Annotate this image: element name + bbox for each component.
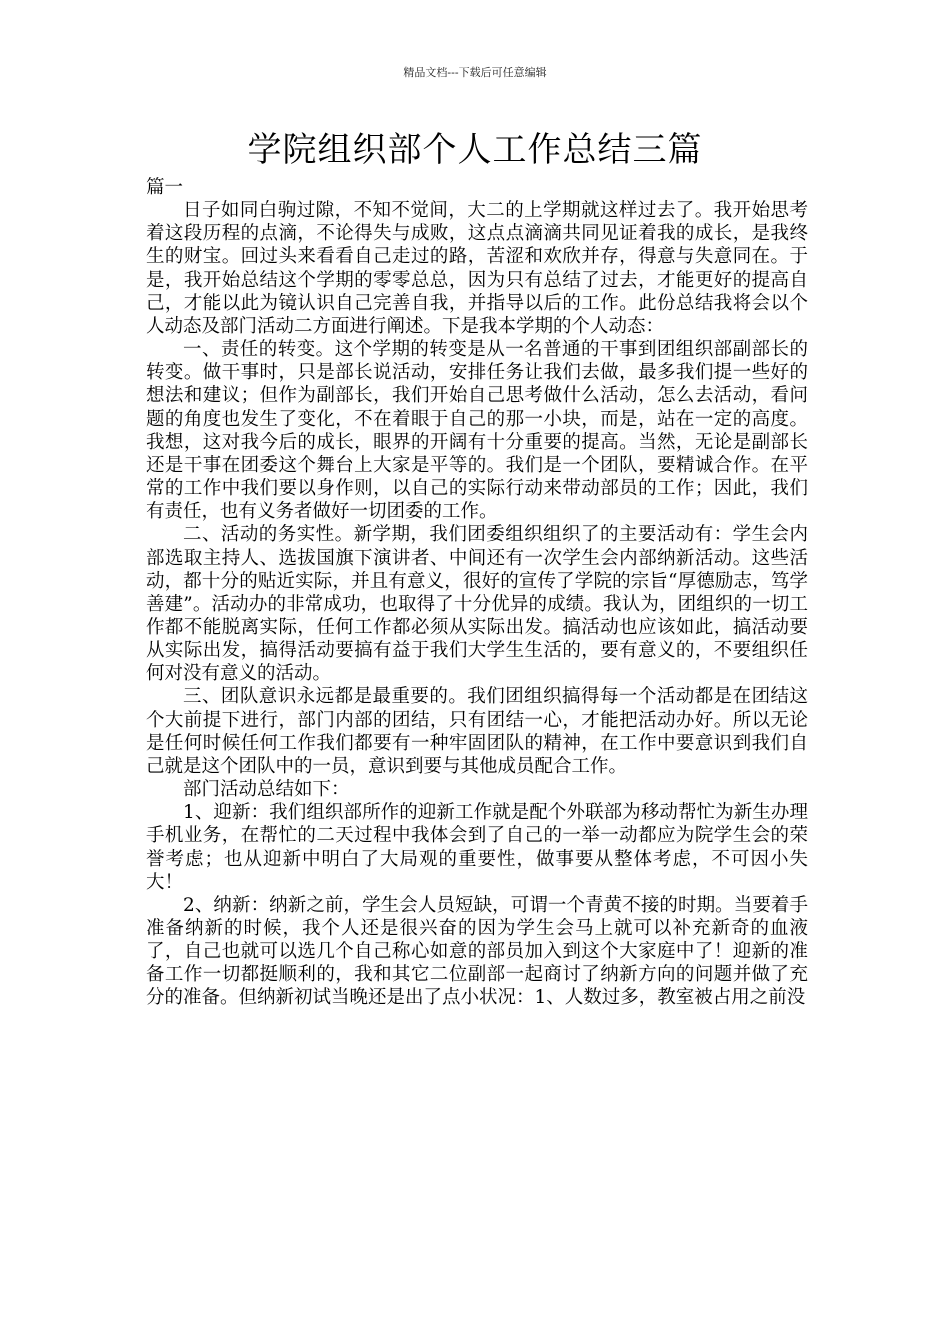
document-body — [146, 176, 808, 1010]
paragraph-intro: 日子如同白驹过隙，不知不觉间，大二的上学期就这样过去了。我开始思考着这段历程的点滴，不论得失与成败，这点点滴滴共同见证着我的成长，是我终生的财宝。回过头来看看自己走过的路，苦涩和欢欣并存，得意与失意同在。于是，我开始总结这个学期的零零总总，因为只有总结了过去，才能更好的提高自己，才能以此为镜认识自己完善自我，并指导以后的工作。此份总结我将会以个人动态及部门活动二方面进行阐述。下是我本学期的个人动态： — [146, 200, 808, 337]
header-note: 精品文档---下载后可任意编辑 — [403, 66, 547, 79]
paragraph-responsibility: 一、责任的转变。这个学期的转变是从一名普通的干事到团组织部副部长的转变。做干事时，只是部长说活动，安排任务让我们去做，最多我们提一些好的想法和建议；但作为副部长，我们开始自己思考做什么活动，怎么去活动，看问题的角度也发生了变化，不在着眼于自己的那一小块，而是，站在一定的高度。我想，这对我今后的成长，眼界的开阔有十分重要的提高。当然，无论是副部长还是干事在团委这个舞台上大家是平等的。我们是一个团队，要精诚合作。在平常的工作中我们要以身作则，以自己的实际行动来带动部员的工作；因此，我们有责任，也有义务者做好一切团委的工作。 — [146, 339, 808, 523]
paragraph-welcome-new: 1、迎新：我们组织部所作的迎新工作就是配个外联部为移动帮忙为新生办理手机业务，在帮忙的二天过程中我体会到了自己的一举一动都应为院学生会的荣誉考虑；也从迎新中明白了大局观的重要性，做事要从整体考虑，不可因小失大！ — [146, 802, 808, 893]
paragraph-recruitment: 2、纳新：纳新之前，学生会人员短缺，可谓一个青黄不接的时期。当要着手准备纳新的时候，我个人还是很兴奋的因为学生会马上就可以补充新奇的血液了，自己也就可以选几个自己称心如意的部员加入到这个大家庭中了！迎新的准备工作一切都挺顺利的，我和其它二位副部一起商讨了纳新方向的问题并做了充分的准备。但纳新初试当晚还是出了点小状况：1、人数过多，教室被占用之前没 — [146, 894, 808, 1009]
document-title: 学院组织部个人工作总结三篇 — [247, 130, 703, 170]
paragraph-teamwork: 三、团队意识永远都是最重要的。我们团组织搞得每一个活动都是在团结这个大前提下进行，部门内部的团结，只有团结一心，才能把活动办好。所以无论是任何时候任何工作我们都要有一种牢固团队的精神，在工作中要意识到我们自己就是这个团队中的一员，意识到要与其他成员配合工作。 — [146, 686, 808, 777]
paragraph-practicality: 二、活动的务实性。新学期，我们团委组织组织了的主要活动有：学生会内部选取主持人、选拔国旗下演讲者、中间还有一次学生会内部纳新活动。这些活动，都十分的贴近实际，并且有意义，很好的宣传了学院的宗旨“厚德励志，笃学善建”。活动办的非常成功，也取得了十分优异的成绩。我认为，团组织的一切工作都不能脱离实际，任何工作都必须从实际出发。搞活动也应该如此，搞活动要从实际出发，搞得活动要搞有益于我们大学生生活的，要有意义的，不要组织任何对没有意义的活动。 — [146, 524, 808, 685]
paragraph-dept-summary-heading: 部门活动总结如下： — [183, 779, 350, 801]
section-label: 篇一 — [146, 177, 184, 198]
